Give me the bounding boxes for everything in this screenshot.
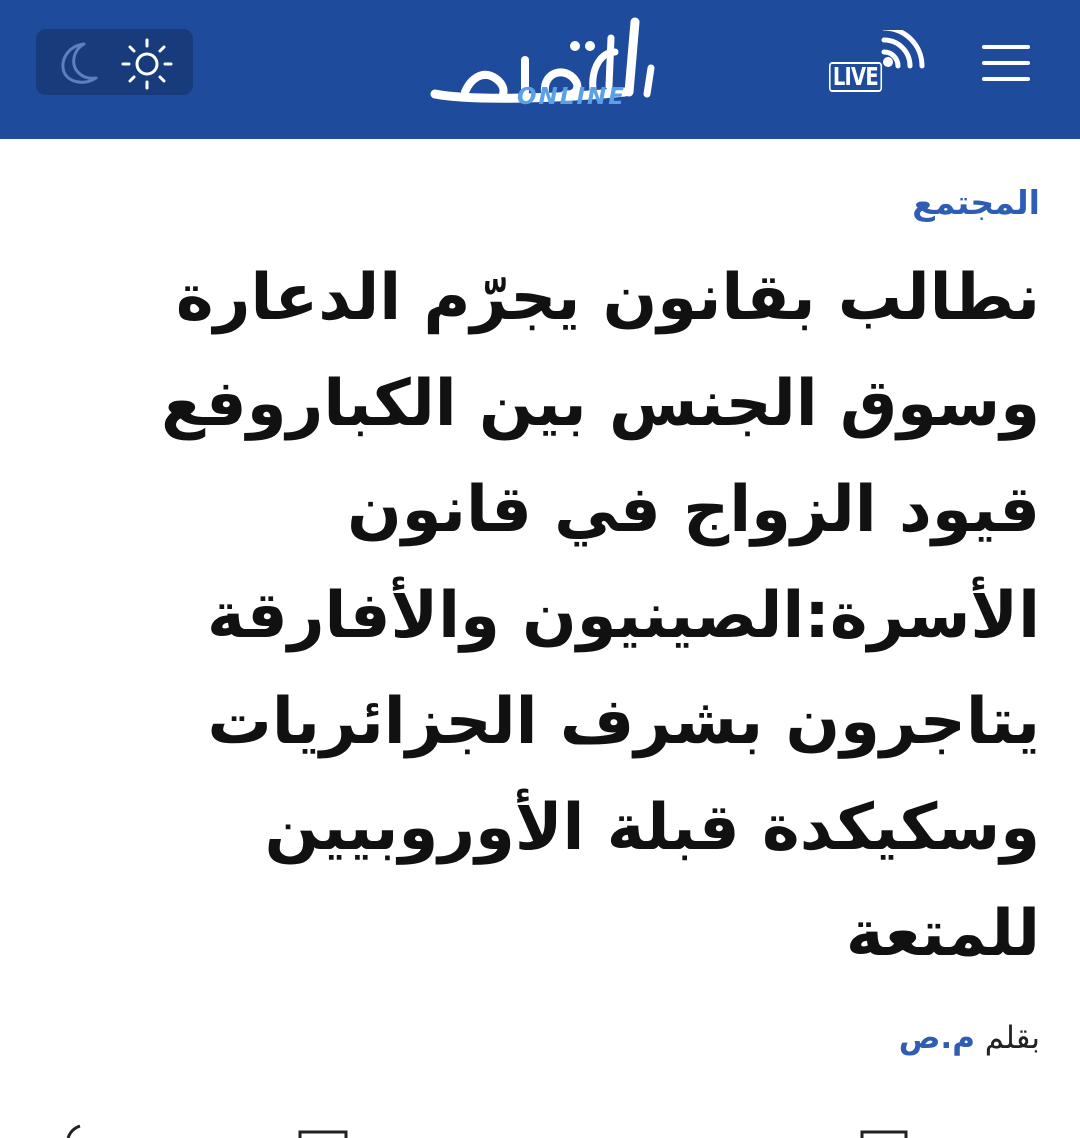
category-link[interactable]: المجتمع — [912, 183, 1040, 222]
moon-icon[interactable] — [54, 40, 104, 86]
byline-prefix: بقلم — [984, 1020, 1040, 1056]
copy-icon — [300, 1132, 346, 1138]
byline — [899, 1020, 1040, 1056]
author-link[interactable]: م.ص — [898, 1020, 975, 1056]
share-icon — [68, 1126, 80, 1138]
share-toolbar-partial — [0, 1122, 1080, 1138]
logo-online-text: ONLINE — [517, 84, 626, 110]
hamburger-menu-icon[interactable] — [981, 42, 1031, 84]
bookmark-icon — [862, 1132, 906, 1138]
sun-icon[interactable] — [120, 37, 174, 91]
top-bar — [0, 0, 1080, 139]
article-headline: نطالب بقانون يجرّم الدعارة وسوق الجنس بين الكباروفع قيود الزواج في قانون الأسرة:الصينيون والأفارقة يتاجرون بشرف الجزائريات وسكيكدة قبلة الأوروبيين للمتعة — [161, 261, 1040, 971]
live-label[interactable]: LIVE — [829, 62, 882, 92]
